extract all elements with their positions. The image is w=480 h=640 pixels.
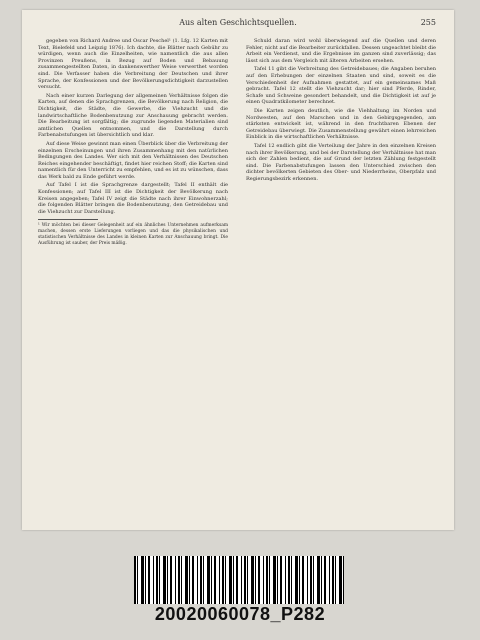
barcode-bars: [134, 556, 344, 604]
footnote-text: ¹ Wir möchten bei dieser Gelegenheit auf ein ähnliches Unternehmen aufmerksam machen, dessen erste Lieferungen vorliegen und das die physikalischen und statistischen Verhältnisse des Landes in kleinen Karten zur Anschauung bringt. Die Ausführung ist sauber, der Preis mäßig.: [38, 223, 228, 246]
paragraph: Die Karten zeigen deutlich, wie die Viehhaltung im Norden und Nordwesten, auf den Marschen und in den Gebirgsgegenden, am stärksten entwickelt ist, während in den fruchtbaren Ebenen der Getreidebau überwiegt. Die Zusammenstellung gewährt einen lehrreichen Einblick in die wirtschaftlichen Verhältnisse.: [246, 107, 436, 141]
paragraph: Auf Tafel I ist die Sprachgrenze dargestellt; Tafel II enthält die Konfessionen; auf Tafel III ist die Dichtigkeit der Bevölkerung nach Kreisen angegeben; Tafel IV zeigt die Städte nach ihrer Einwohnerzahl; die folgenden Blätter bringen die Bodenbenutzung, den Getreidebau und die Viehzucht zur Darstellung.: [38, 182, 228, 215]
barcode-label: 20020060078_P282: [154, 604, 326, 624]
book-page: [22, 10, 454, 530]
barcode: [134, 556, 344, 604]
footnote: [38, 223, 228, 246]
paragraph: Nach einer kurzen Darlegung der allgemeinen Verhältnisse folgen die Karten, auf denen die Sprachgrenzen, die Bevölkerung nach Religion, die Dichtigkeit, die Städte, die Gewerbe, die Viehzucht und die landwirtschaftliche Bodenbenutzung zur Anschauung gebracht werden. Die Bearbeitung ist sorgfältig; die zugrunde liegenden Materialien sind amtlichen Quellen entnommen, und die Darstellung durch Farbenabstufungen ist übersichtlich und klar.: [38, 92, 228, 139]
page-number: 255: [420, 18, 436, 27]
paragraph: gegeben von Richard Andree und Oscar Peschel¹ (1. Lfg. 12 Karten mit Text, Bielefeld und Leipzig 1876). Ich dachte, die Blätter nach Gebühr zu würdigen, wenn auch die Einzelheiten, wie namentlich die aus allen Provinzen Preußens, in Bezug auf Boden und Bebauung zusammengestellten Daten, in dankenswerther Weise verwerthet worden sind. Die Verfasser haben die Verbreitung der Deutschen und ihrer Sprache, der Konfessionen und der Bevölkerungsdichtigkeit darzustellen versucht.: [38, 38, 228, 91]
paragraph: Schuld daran wird wohl überwiegend auf die Quellen und deren Fehler, nicht auf die Bearbeiter zurückfallen. Dessen ungeachtet bleibt die Arbeit ein Verdienst, und die Ergebnisse im ganzen sind zuverlässig; das lässt sich aus dem Vergleich mit älteren Arbeiten ersehen.: [246, 38, 436, 64]
paragraph: Tafel 11 gibt die Verbreitung des Getreidebaues; die Angaben beruhen auf den Erhebungen der einzelnen Staaten und sind, soweit es die Verschiedenheit der Aufnahmen gestattet, auf ein gemeinsames Maß gebracht. Tafel 12 stellt die Viehzucht dar; hier sind Pferde, Rinder, Schafe und Schweine gesondert behandelt, und die Dichtigkeit ist auf je einen Quadratkilometer berechnet.: [246, 66, 436, 106]
paragraph: Tafel 12 endlich gibt die Verteilung der Jahre in den einzelnen Kreisen nach ihrer Bevölkerung, und bei der Darstellung der Verhältnisse hat man sich der Zahlen bedient, die auf Grund der letzten Zählung festgestellt sind. Die Farbenabstufungen lassen den Unterschied zwischen den dichter bevölkerten Gebieten des Ober- und Niederrheins, Oberpfalz und Regierungsbezirk erkennen.: [246, 142, 436, 182]
running-title: Aus alten Geschichtsquellen.: [179, 18, 297, 27]
paragraph: Auf diese Weise gewinnt man einen Überblick über die Verbreitung der einzelnen Erscheinungen und ihren Zusammenhang mit den natürlichen Bedingungen des Landes. Wer sich mit den Verhältnissen des Deutschen Reiches eingehender beschäftigt, findet hier reichen Stoff; die Karten sind namentlich für den Unterricht zu empfehlen, und es ist zu wünschen, dass das Werk bald zu Ende geführt werde.: [38, 140, 228, 180]
left-column: [38, 38, 228, 522]
right-column: [246, 38, 436, 522]
page-header: [40, 18, 436, 32]
footnote-divider: [38, 219, 98, 220]
